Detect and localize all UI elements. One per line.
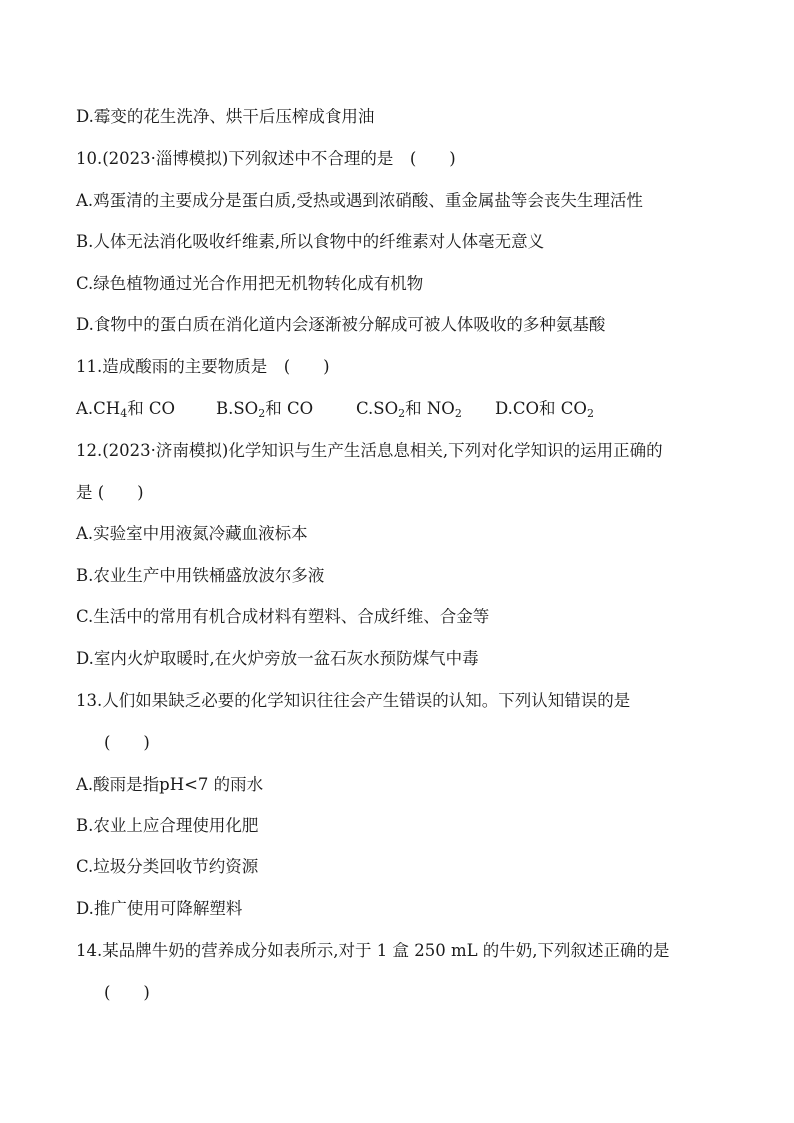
q10-option-d: D.食物中的蛋白质在消化道内会逐渐被分解成可被人体吸收的多种氨基酸 bbox=[76, 315, 606, 334]
q13-option-c: C.垃圾分类回收节约资源 bbox=[76, 857, 259, 876]
q11-option-d: D.CO和 $CO_2$ bbox=[495, 399, 594, 420]
q11-options bbox=[76, 397, 594, 421]
q13-stem: 13.人们如果缺乏必要的化学知识往往会产生错误的认知。下列认知错误的是 bbox=[76, 691, 631, 710]
q12-stem-line1: 12.(2023·济南模拟)化学知识与生产生活息息相关,下列对化学知识的运用正确的 bbox=[76, 441, 663, 460]
q10-option-b: B.人体无法消化吸收纤维素,所以食物中的纤维素对人体毫无意义 bbox=[76, 232, 545, 251]
q14-answer-blank: ( ) bbox=[104, 983, 150, 1002]
q9-option-d: D.霉变的花生洗净、烘干后压榨成食用油 bbox=[76, 107, 375, 126]
q12-option-c: C.生活中的常用有机合成材料有塑料、合成纤维、合金等 bbox=[76, 607, 490, 626]
q11-option-a: $A.CH_4$和 CO bbox=[76, 399, 176, 420]
q11-option-c: $C.SO_2$和 $NO_2$ bbox=[356, 399, 462, 420]
q13-option-b: B.农业上应合理使用化肥 bbox=[76, 816, 259, 835]
q13-option-d: D.推广使用可降解塑料 bbox=[76, 899, 243, 918]
q12-stem-line2: 是 ( ) bbox=[76, 483, 144, 502]
q10-stem: 10.(2023·淄博模拟)下列叙述中不合理的是 ( ) bbox=[76, 149, 456, 168]
q13-option-a: A.酸雨是指pH<7 的雨水 bbox=[76, 775, 264, 794]
q11-stem: 11.造成酸雨的主要物质是 ( ) bbox=[76, 357, 330, 376]
q13-answer-blank: ( ) bbox=[104, 733, 150, 752]
q10-option-a: A.鸡蛋清的主要成分是蛋白质,受热或遇到浓硝酸、重金属盐等会丧失生理活性 bbox=[76, 191, 643, 210]
q10-option-c: C.绿色植物通过光合作用把无机物转化成有机物 bbox=[76, 274, 424, 293]
q12-option-b: B.农业生产中用铁桶盛放波尔多液 bbox=[76, 566, 325, 585]
q12-option-a: A.实验室中用液氮冷藏血液标本 bbox=[76, 524, 308, 543]
q12-option-d: D.室内火炉取暖时,在火炉旁放一盆石灰水预防煤气中毒 bbox=[76, 649, 479, 668]
q14-stem: 14.某品牌牛奶的营养成分如表所示,对于 1 盒 250 mL 的牛奶,下列叙述正确的是 bbox=[76, 941, 670, 960]
q11-option-b: $B.SO_2$和 CO bbox=[216, 399, 314, 420]
